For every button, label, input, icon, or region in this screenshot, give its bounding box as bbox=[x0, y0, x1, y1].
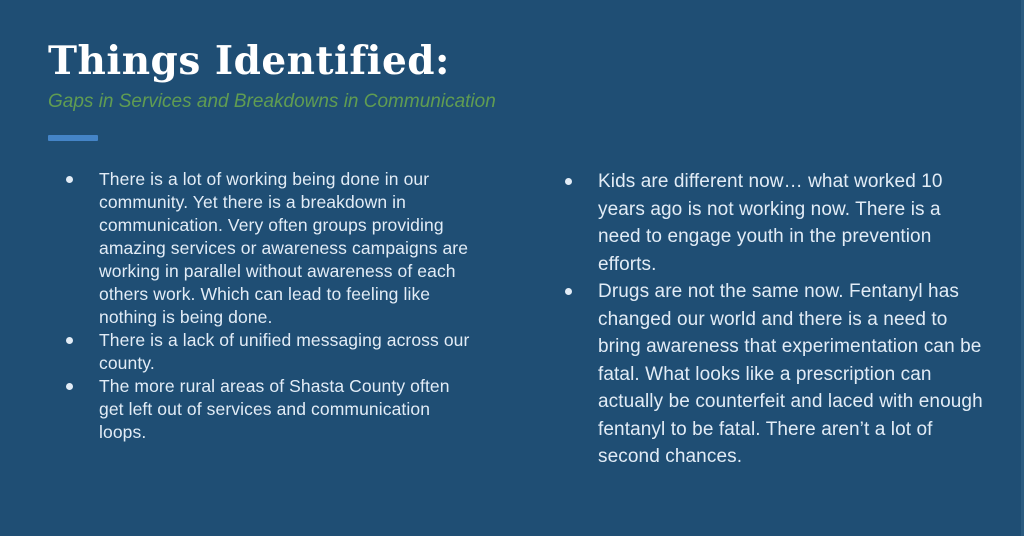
bullet-item bbox=[48, 329, 477, 375]
bullet-columns bbox=[48, 168, 984, 471]
slide-header bbox=[48, 40, 496, 141]
bullet-item bbox=[547, 168, 984, 278]
bullet-text: There is a lack of unified messaging across our county. bbox=[99, 330, 470, 373]
bullet-text: There is a lot of working being done in our community. Yet there is a breakdown in communication. Very often groups providing amazing services or awareness campaigns are working in parallel without awareness of each others work. Which can lead to feeling like nothing is being done. bbox=[99, 169, 469, 327]
bullet-dot bbox=[66, 337, 73, 344]
bullet-text: The more rural areas of Shasta County often get left out of services and communication loops. bbox=[99, 376, 450, 442]
bullet-dot bbox=[565, 178, 572, 185]
bullet-item bbox=[547, 278, 984, 471]
right-column bbox=[547, 168, 984, 471]
bullet-dot bbox=[565, 288, 572, 295]
left-column bbox=[48, 168, 477, 471]
bullet-text: Drugs are not the same now. Fentanyl has changed our world and there is a need to bring awareness that experimentation can be fatal. What looks like a prescription can actually be counterfeit and laced with enough fentanyl to be fatal. There aren’t a lot of second chances. bbox=[598, 281, 983, 467]
bullet-item bbox=[48, 168, 477, 329]
bullet-text: Kids are different now… what worked 10 years ago is not working now. There is a need to engage youth in the prevention efforts. bbox=[598, 171, 943, 275]
accent-bar bbox=[48, 135, 98, 141]
slide-subtitle: Gaps in Services and Breakdowns in Communication bbox=[48, 90, 496, 112]
bullet-item bbox=[48, 375, 477, 444]
slide-title: Things Identified: bbox=[48, 38, 450, 84]
bullet-dot bbox=[66, 176, 73, 183]
bullet-dot bbox=[66, 383, 73, 390]
